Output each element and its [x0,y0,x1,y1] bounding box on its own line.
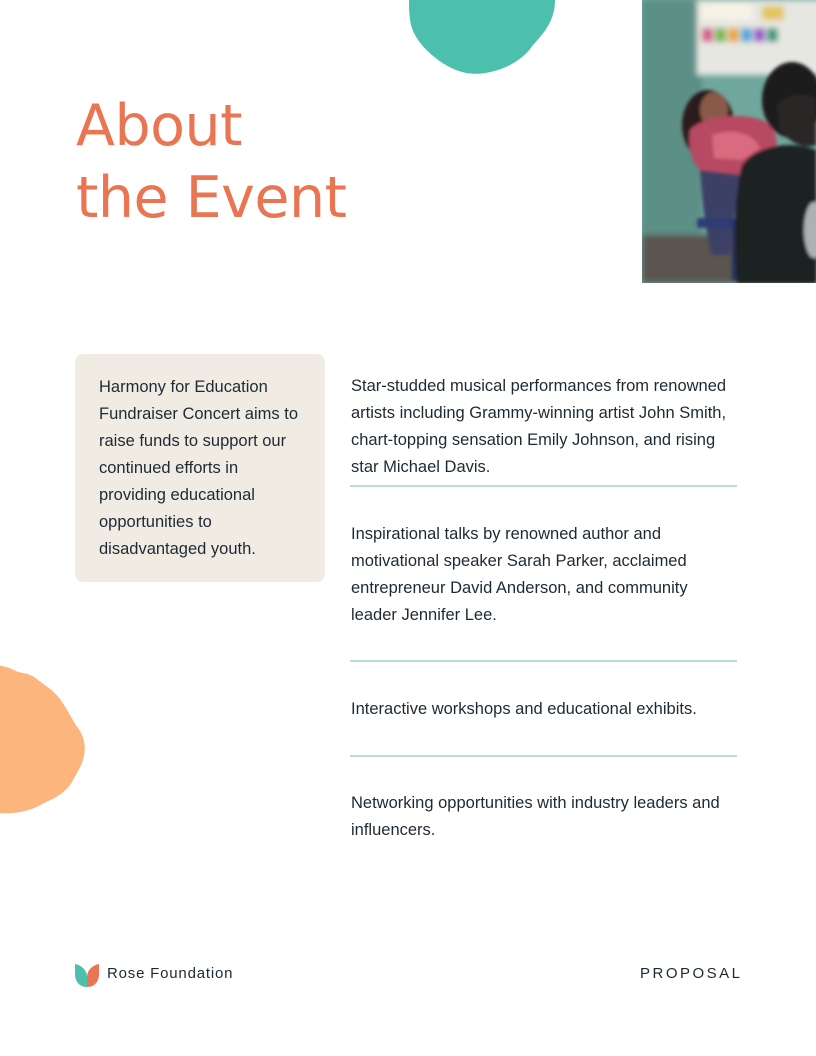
orange-blob-decoration [0,660,90,815]
page-title [76,90,346,234]
teal-blob-decoration [405,0,560,75]
highlight-text: Interactive workshops and educational exhibits. [351,700,697,718]
title-line-2: the Event [76,165,347,231]
highlight-item [351,757,737,844]
classroom-photo-illustration [642,0,816,283]
highlight-item [351,487,737,660]
highlight-text: Inspirational talks by renowned author and motivational speaker Sarah Parker, acclaimed entrepreneur David Anderson, and community leader Jennifer Lee. [351,525,688,624]
highlight-item [351,662,737,755]
footer-document-label: PROPOSAL [640,965,743,982]
highlight-text: Networking opportunities with industry leaders and influencers. [351,794,720,839]
highlight-item [351,373,737,485]
rose-foundation-logo-icon [74,962,100,988]
title-line-1: About [76,93,243,159]
event-highlights-list [351,373,737,844]
intro-card [75,354,325,582]
highlight-text: Star-studded musical performances from renowned artists including Grammy-winning artist John Smith, chart-topping sensation Emily Johnson, and rising star Michael Davis. [351,377,727,476]
event-photo [642,0,816,283]
intro-text: Harmony for Education Fundraiser Concert aims to raise funds to support our continued efforts in providing educational opportunities to disadvantaged youth. [99,378,298,558]
footer-organization-name: Rose Foundation [107,965,234,982]
